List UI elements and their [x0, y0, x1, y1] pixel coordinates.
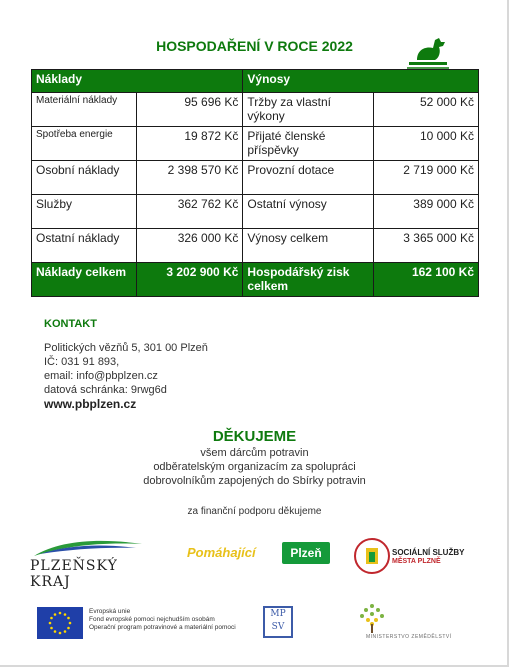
mpsv-logo [263, 606, 293, 638]
thanks-line: odběratelským organizacím za spolupráci [153, 461, 356, 473]
eu-line: Operační program potravinové a materiální pomoci [89, 624, 236, 631]
table-row [32, 93, 479, 127]
thanks-line: dobrovolníkům zapojených do Sbírky potravin [143, 475, 366, 487]
revenue-value: 52 000 Kč [373, 93, 478, 127]
cost-label: Ostatní náklady [32, 229, 137, 263]
contact-email[interactable]: email: info@pbplzen.cz [44, 370, 158, 382]
mesta-plzne-text: MĚSTA PLZNĚ [392, 558, 441, 565]
contact-ico: IČ: 031 91 893, [44, 356, 120, 368]
revenue-label: Přijaté členské příspěvky [243, 127, 373, 161]
cost-label: Materiální náklady [32, 93, 137, 127]
plzen-text: Plzeň [282, 542, 330, 564]
plzensky-kraj-logo [30, 536, 150, 590]
eu-line: Fond evropské pomoci nejchudším osobám [89, 616, 215, 623]
page-title: HOSPODAŘENÍ V ROCE 2022 [156, 38, 353, 54]
revenue-label: Provozní dotace [243, 161, 373, 195]
food-bank-logo-icon [405, 32, 451, 70]
total-revenue-label: Hospodářský zisk celkem [243, 263, 373, 297]
revenue-value: 2 719 000 Kč [373, 161, 478, 195]
revenue-value: 389 000 Kč [373, 195, 478, 229]
table-row [32, 161, 479, 195]
cost-value: 2 398 570 Kč [137, 161, 243, 195]
contact-title: KONTAKT [44, 318, 97, 330]
mpsv-text-top: MP [270, 609, 286, 619]
pomahajici-plzen-logo [187, 542, 332, 566]
revenue-label: Ostatní výnosy [243, 195, 373, 229]
pomahajici-text: Pomáhající [187, 545, 256, 560]
contact-web-link[interactable]: www.pbplzen.cz [44, 397, 137, 411]
tree-icon [352, 600, 392, 634]
eu-line: Evropská unie [89, 608, 131, 615]
header-costs: Náklady [32, 70, 243, 93]
total-cost-label: Náklady celkem [32, 263, 137, 297]
contact-databox: datová schránka: 9rwg6d [44, 384, 167, 396]
finance-table [31, 69, 479, 297]
eu-text-block [89, 608, 236, 632]
thanks-line: všem dárcům potravin [200, 447, 309, 459]
eu-flag-icon [37, 607, 83, 639]
total-revenue-value: 162 100 Kč [373, 263, 478, 297]
revenue-label: Výnosy celkem [243, 229, 373, 263]
cost-label: Spotřeba energie [32, 127, 137, 161]
socialni-sluzby-emblem-icon [354, 538, 390, 574]
thanks-title: DĚKUJEME [212, 428, 297, 445]
cost-value: 326 000 Kč [137, 229, 243, 263]
ministerstvo-zemedelstvi-logo [352, 600, 462, 642]
table-header-row [32, 70, 479, 93]
total-cost-value: 3 202 900 Kč [137, 263, 243, 297]
cost-label: Osobní náklady [32, 161, 137, 195]
contact-address: Politických vězňů 5, 301 00 Plzeň [44, 342, 208, 354]
thanks-block [0, 430, 509, 488]
cost-value: 19 872 Kč [137, 127, 243, 161]
socialni-sluzby-logo [354, 538, 474, 576]
table-total-row [32, 263, 479, 297]
swoosh-icon [30, 536, 150, 558]
mpsv-text-bottom: SV [271, 622, 285, 632]
support-text: za finanční podporu děkujeme [187, 506, 322, 517]
header-revenues: Výnosy [243, 70, 479, 93]
cost-label: Služby [32, 195, 137, 229]
contact-block [44, 341, 208, 411]
cost-value: 95 696 Kč [137, 93, 243, 127]
cost-value: 362 762 Kč [137, 195, 243, 229]
table-row [32, 195, 479, 229]
ministerstvo-text: MINISTERSTVO ZEMĚDĚLSTVÍ [366, 634, 452, 640]
socialni-sluzby-text: SOCIÁLNÍ SLUŽBY [392, 548, 465, 557]
revenue-value: 10 000 Kč [373, 127, 478, 161]
revenue-value: 3 365 000 Kč [373, 229, 478, 263]
revenue-label: Tržby za vlastní výkony [243, 93, 373, 127]
table-row [32, 229, 479, 263]
table-row [32, 127, 479, 161]
plzensky-kraj-text: PLZEŇSKÝ KRAJ [30, 558, 118, 590]
